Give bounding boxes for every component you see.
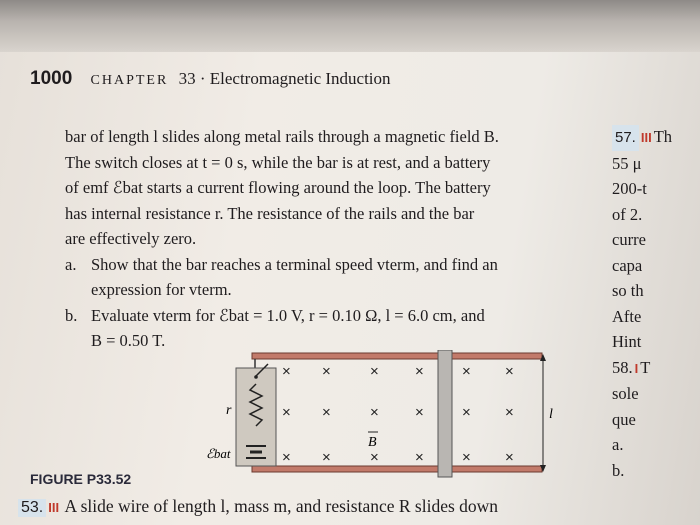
problem-number-53: 53. [18, 499, 46, 517]
svg-text:×: × [282, 404, 291, 421]
svg-text:×: × [322, 404, 331, 421]
part-b-label: b. [65, 305, 78, 325]
right-line: a. [612, 435, 624, 454]
svg-text:×: × [505, 404, 514, 421]
right-line: 200-t [612, 179, 647, 198]
svg-text:×: × [282, 449, 291, 466]
bottom-rail [252, 466, 542, 472]
label-r: r [226, 403, 232, 418]
label-B: B [368, 435, 377, 450]
svg-text:×: × [370, 363, 379, 380]
difficulty-bars-icon: I [634, 360, 639, 376]
problem-52-text [65, 124, 600, 354]
switch-pivot [254, 375, 258, 379]
svg-text:×: × [415, 404, 424, 421]
svg-text:×: × [462, 404, 471, 421]
svg-text:×: × [415, 449, 424, 466]
body-line: bar of length l slides along metal rails through a magnetic field B. [65, 127, 499, 146]
magnetic-field-marks [282, 363, 514, 466]
part-a-line1: Show that the bar reaches a terminal speed vterm, and find an [91, 254, 498, 274]
right-line [612, 355, 700, 382]
right-line: capa [612, 255, 643, 275]
circuit-figure [200, 350, 560, 480]
svg-text:×: × [415, 363, 424, 380]
body-line: has internal resistance r. The resistance of the rails and the bar [65, 203, 475, 223]
svg-text:×: × [462, 363, 471, 380]
right-line: sole [612, 384, 639, 403]
right-line: Afte [612, 306, 642, 326]
sliding-bar [438, 350, 452, 477]
body-line: The switch closes at t = 0 s, while the bar is at rest, and a battery [65, 152, 491, 172]
right-line: 55 μ [612, 153, 642, 173]
right-column-text [612, 124, 700, 483]
svg-text:×: × [370, 404, 379, 421]
part-a-cont: expression for vterm. [91, 280, 232, 299]
page-header [30, 68, 391, 90]
figure-caption: FIGURE P33.52 [30, 471, 132, 487]
chapter-label: CHAPTER [90, 73, 169, 88]
label-l: l [549, 407, 553, 422]
right-line: Hint [612, 332, 642, 351]
page-number: 1000 [30, 68, 73, 89]
page-top-shadow [0, 0, 700, 52]
svg-text:×: × [505, 363, 514, 380]
label-emf: ℰbat [206, 446, 231, 461]
top-rail [252, 353, 542, 359]
svg-text:×: × [370, 449, 379, 466]
part-b-line1: Evaluate vterm for ℰbat = 1.0 V, r = 0.10 Ω, l = 6.0 cm, and [91, 305, 485, 325]
difficulty-bars-icon: III [640, 130, 652, 145]
body-line: of emf ℰbat starts a current flowing around the loop. The battery [65, 178, 491, 197]
problem-53-text: A slide wire of length l, mass m, and resistance R slides down [64, 496, 499, 516]
part-a [65, 252, 600, 278]
svg-text:×: × [462, 449, 471, 466]
part-a-label: a. [65, 254, 77, 274]
part-b-cont: B = 0.50 T. [91, 331, 166, 350]
chapter-title: 33 · Electromagnetic Induction [178, 69, 391, 88]
svg-text:×: × [322, 363, 331, 380]
right-line-text: Th [653, 127, 673, 146]
right-line: b. [612, 460, 625, 480]
right-line [612, 124, 700, 151]
right-line: so th [612, 281, 644, 300]
right-line: que [612, 409, 636, 429]
right-line: curre [612, 230, 646, 249]
svg-text:×: × [505, 449, 514, 466]
right-line-text: T [640, 357, 651, 377]
body-line: are effectively zero. [65, 229, 197, 248]
svg-text:×: × [322, 449, 331, 466]
problem-53-line [18, 496, 498, 517]
problem-number-58: 58. [612, 357, 633, 377]
difficulty-bars-icon: III [48, 500, 60, 515]
svg-text:×: × [282, 363, 291, 380]
part-b [65, 303, 600, 329]
problem-number-57: 57. [612, 125, 639, 151]
right-line: of 2. [612, 204, 643, 224]
